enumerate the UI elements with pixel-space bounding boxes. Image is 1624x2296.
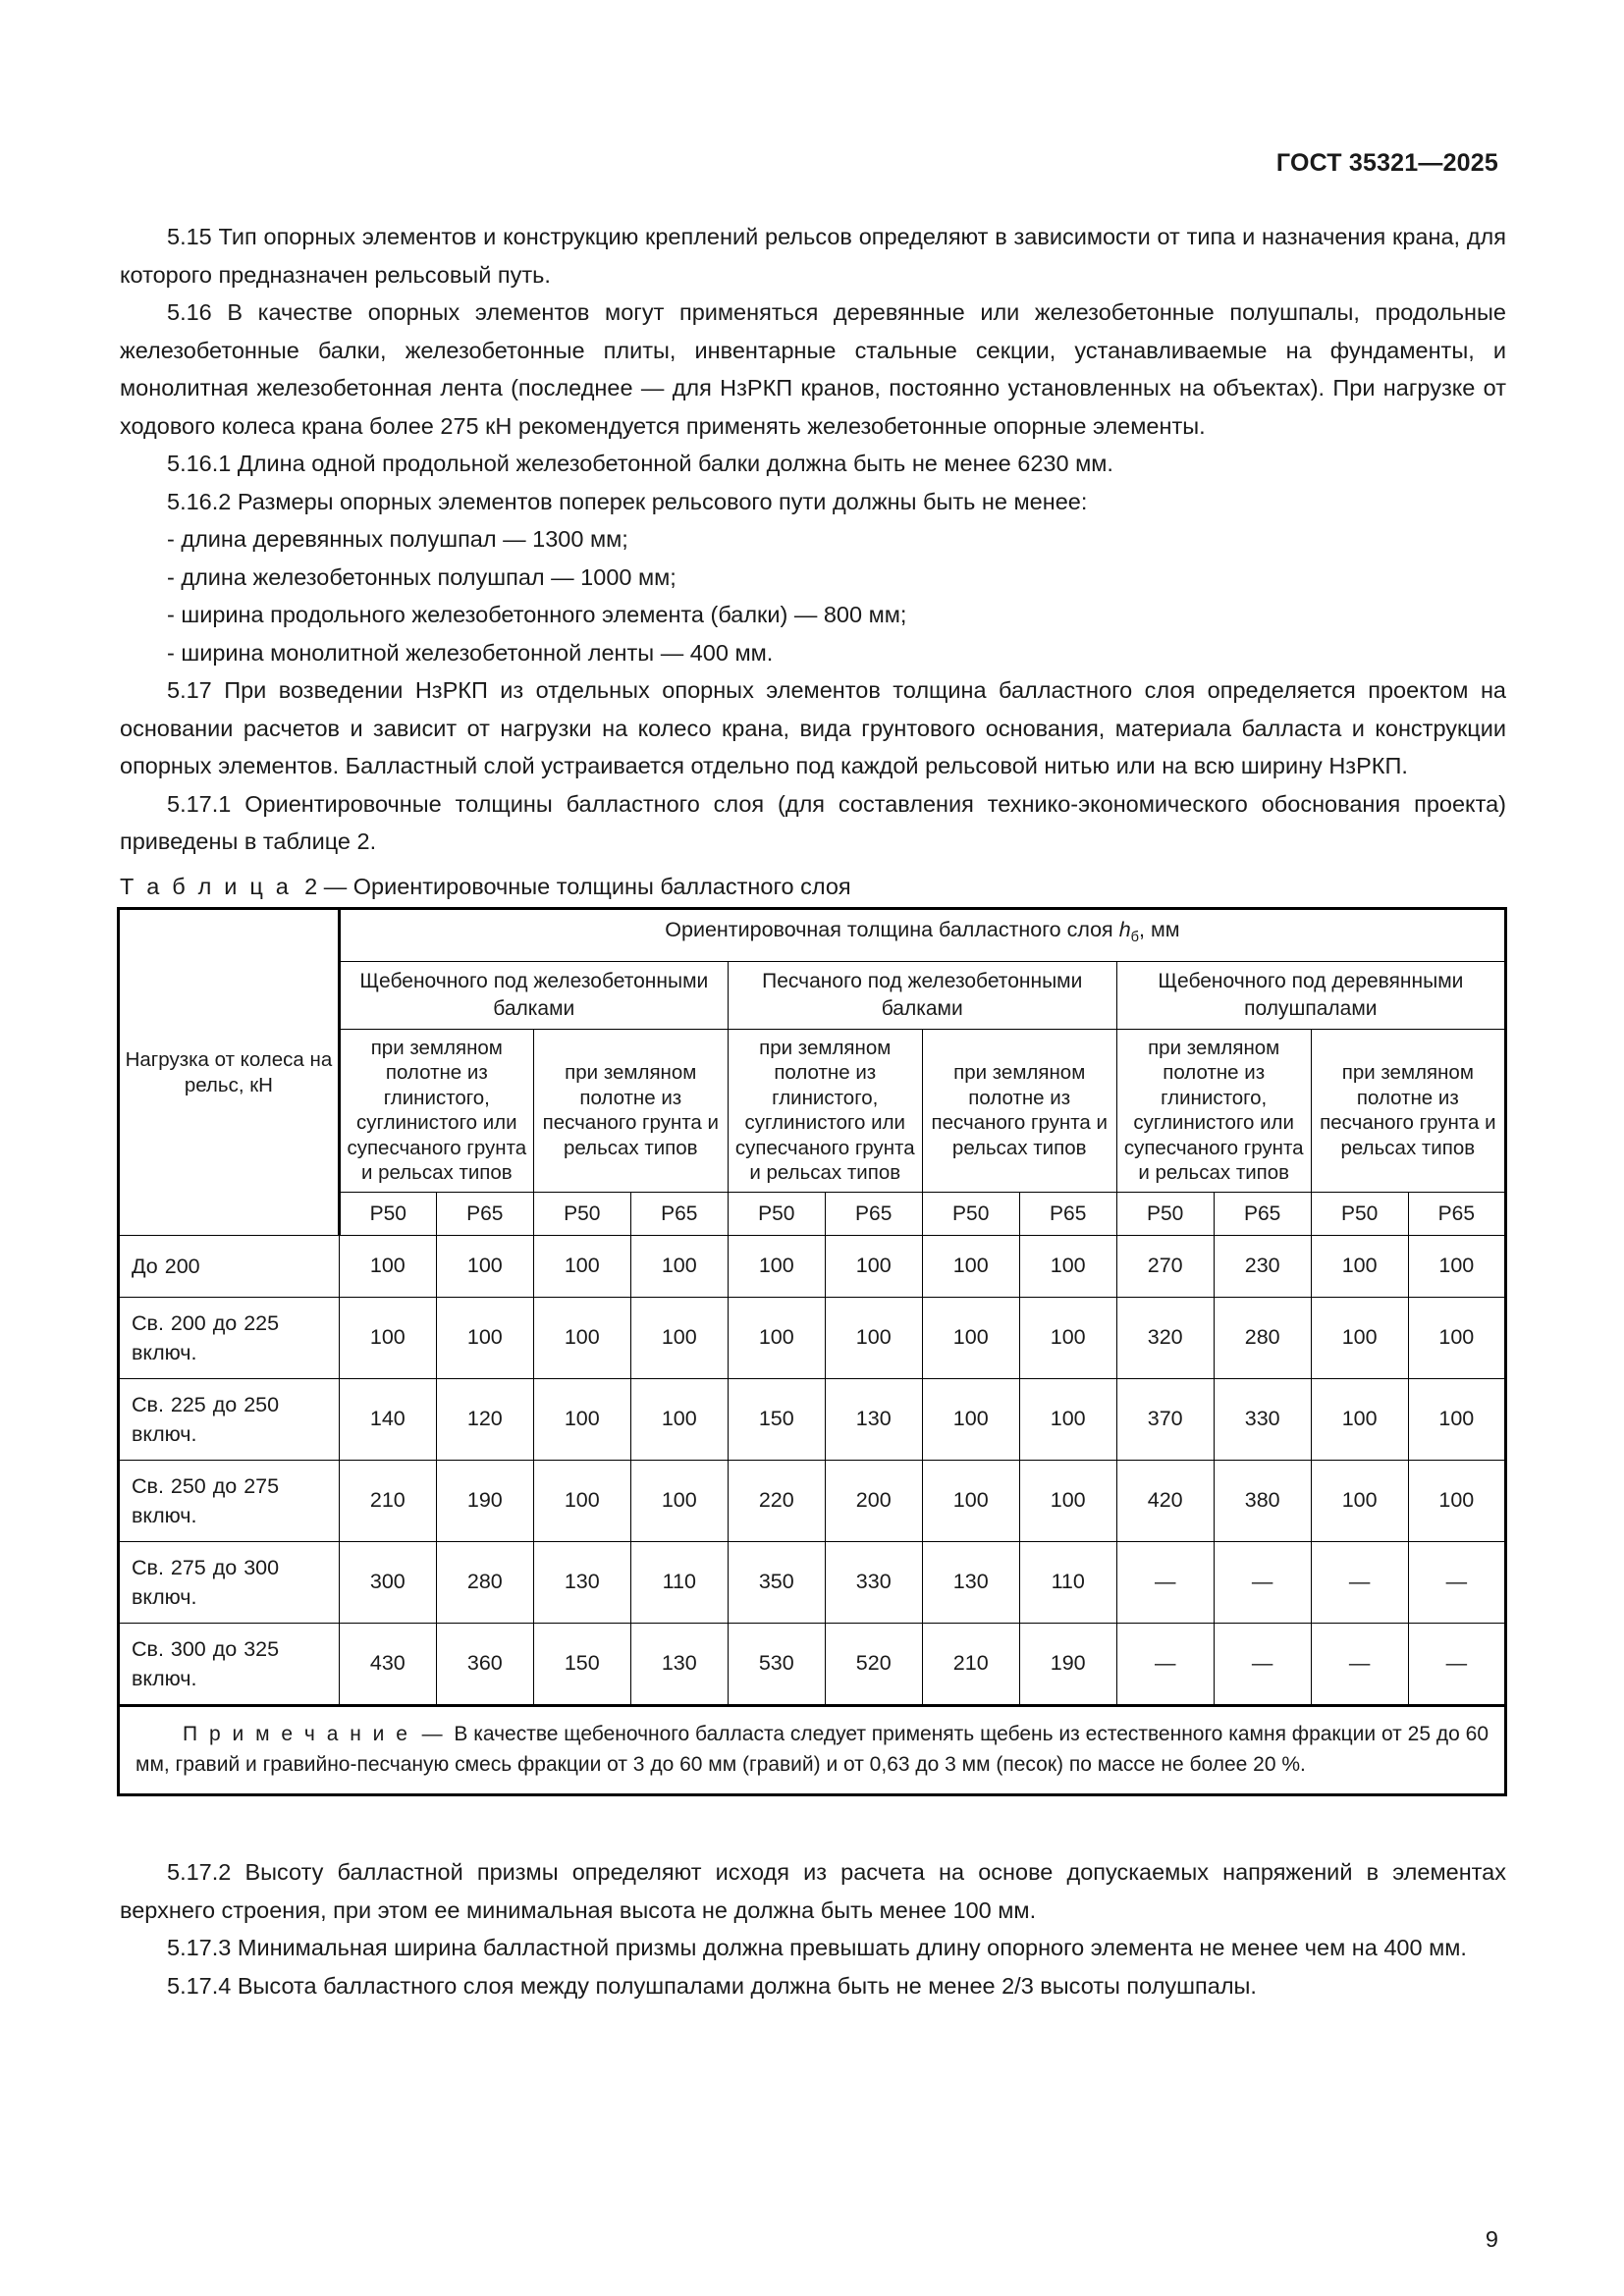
- table-cell: 360: [436, 1624, 533, 1706]
- table-note-dash: —: [421, 1723, 443, 1746]
- paragraph-5-16: 5.16 В качестве опорных элементов могут применяться деревянные или железобетонные полушпалы, продольные железобетонные балки, железобетонные плиты, инвентарные стальные секции, устанавливаемые на фундаменты, и монолитная железобетонная лента (последнее — для НзРКП кранов, постоянно установленных на объектах). При нагрузке от ходового колеса крана более 275 кН рекомендуется применять железобетонные опорные элементы.: [120, 299, 1506, 439]
- table-caption-dash: —: [323, 874, 348, 899]
- table-cell: 100: [922, 1236, 1019, 1298]
- table-cell: 270: [1116, 1236, 1214, 1298]
- table-cell: 100: [1408, 1236, 1505, 1298]
- table-cell: 100: [630, 1236, 728, 1298]
- table-cell: 110: [1019, 1542, 1116, 1624]
- table-cell: —: [1408, 1624, 1505, 1706]
- table-row: [119, 1624, 1506, 1706]
- table-cell: 300: [339, 1542, 436, 1624]
- paragraph-5-15: 5.15 Тип опорных элементов и конструкцию креплений рельсов определяют в зависимости от типа и назначения крана, для которого предназначен рельсовый путь.: [120, 224, 1506, 288]
- group-header-crushed-stone-rc-beams: Щебеночного под железобетонными балками: [339, 961, 728, 1029]
- table-row: [119, 1236, 1506, 1298]
- table-caption: [120, 870, 851, 903]
- table-cell: 320: [1116, 1298, 1214, 1379]
- rail-type-header: Р65: [630, 1192, 728, 1236]
- table-ballast-thickness: [117, 907, 1507, 1796]
- table-note-row: [119, 1706, 1506, 1795]
- group-header-crushed-stone-wooden-sleepers: Щебеночного под деревянными полушпалами: [1116, 961, 1505, 1029]
- table-cell: 100: [1408, 1461, 1505, 1542]
- table-cell: 100: [533, 1236, 630, 1298]
- table-cell: 100: [1019, 1379, 1116, 1461]
- table-cell: 100: [1311, 1298, 1408, 1379]
- table-cell: 100: [1408, 1298, 1505, 1379]
- rail-type-header: Р65: [1019, 1192, 1116, 1236]
- row-label: Св. 250 до 275 включ.: [119, 1461, 340, 1542]
- table-cell: 100: [533, 1379, 630, 1461]
- rail-type-header: Р65: [825, 1192, 922, 1236]
- group-header-sand-rc-beams: Песчаного под железобетонными балками: [728, 961, 1116, 1029]
- table-cell: 100: [339, 1236, 436, 1298]
- table-cell: 190: [1019, 1624, 1116, 1706]
- table-cell: 100: [630, 1298, 728, 1379]
- body-text-lower: [120, 1853, 1506, 2004]
- table-header-row-title: [119, 909, 1506, 962]
- table-cell: 190: [436, 1461, 533, 1542]
- table-cell: 120: [436, 1379, 533, 1461]
- table-cell: 100: [533, 1298, 630, 1379]
- table-caption-title: Ориентировочные толщины балластного слоя: [352, 874, 851, 899]
- row-label: Св. 275 до 300 включ.: [119, 1542, 340, 1624]
- table-cell: 230: [1214, 1236, 1311, 1298]
- table-cell: 520: [825, 1624, 922, 1706]
- paragraph-5-17-3: 5.17.3 Минимальная ширина балластной призмы должна превышать длину опорного элемента не менее чем на 400 мм.: [167, 1935, 1467, 1960]
- subhead-clay-loam-3: при земляном полотне из глинистого, суглинистого или супесчаного грунта и рельсах типов: [1116, 1029, 1311, 1192]
- table-cell: 350: [728, 1542, 825, 1624]
- table-cell: 100: [1408, 1379, 1505, 1461]
- table-cell: 100: [630, 1379, 728, 1461]
- row-label: Св. 200 до 225 включ.: [119, 1298, 340, 1379]
- table-note-label: П р и м е ч а н и е: [183, 1723, 410, 1746]
- table-cell: 210: [339, 1461, 436, 1542]
- row-header-column-title: [119, 909, 340, 1236]
- table-spanning-title: [339, 909, 1505, 962]
- row-label: Св. 300 до 325 включ.: [119, 1624, 340, 1706]
- table-cell: 430: [339, 1624, 436, 1706]
- list-item: - длина железобетонных полушпал — 1000 мм;: [167, 563, 677, 590]
- paragraph-5-16-1: 5.16.1 Длина одной продольной железобетонной балки должна быть не менее 6230 мм.: [167, 451, 1113, 476]
- table-2-wrapper: [117, 907, 1507, 1796]
- table-cell: 380: [1214, 1461, 1311, 1542]
- table-cell: 330: [825, 1542, 922, 1624]
- table-cell: 330: [1214, 1379, 1311, 1461]
- table-cell: 130: [825, 1379, 922, 1461]
- rail-type-header: Р50: [533, 1192, 630, 1236]
- table-cell: 100: [728, 1298, 825, 1379]
- table-cell: 100: [922, 1461, 1019, 1542]
- rail-type-header: Р50: [1311, 1192, 1408, 1236]
- table-cell: 100: [630, 1461, 728, 1542]
- table-row: [119, 1379, 1506, 1461]
- table-cell: 130: [533, 1542, 630, 1624]
- table-cell: 530: [728, 1624, 825, 1706]
- spanning-title-symbol: h: [1118, 918, 1131, 941]
- table-row: [119, 1298, 1506, 1379]
- table-cell: 280: [436, 1542, 533, 1624]
- rail-type-header: Р65: [1214, 1192, 1311, 1236]
- table-cell: 150: [533, 1624, 630, 1706]
- table-cell: 420: [1116, 1461, 1214, 1542]
- table-cell: 110: [630, 1542, 728, 1624]
- paragraph-5-17: 5.17 При возведении НзРКП из отдельных опорных элементов толщина балластного слоя определяется проектом на основании расчетов и зависит от нагрузки на колесо крана, вида грунтового основания, материала балласта и конструкции опорных элементов. Балластный слой устраивается отдельно под каждой рельсовой нитью или на всю ширину НзРКП.: [120, 677, 1506, 778]
- table-cell: —: [1408, 1542, 1505, 1624]
- table-cell: 140: [339, 1379, 436, 1461]
- list-item: - ширина продольного железобетонного элемента (балки) — 800 мм;: [167, 602, 907, 627]
- table-row: [119, 1542, 1506, 1624]
- table-cell: —: [1214, 1542, 1311, 1624]
- subhead-sand-2: при земляном полотне из песчаного грунта и рельсах типов: [922, 1029, 1116, 1192]
- table-cell: 200: [825, 1461, 922, 1542]
- body-text-upper: [120, 218, 1506, 861]
- paragraph-5-16-2: 5.16.2 Размеры опорных элементов поперек рельсового пути должны быть не менее:: [167, 488, 1088, 514]
- row-header-column-title-text: Нагрузка от колеса на рельс, кН: [125, 1048, 333, 1096]
- row-label: До 200: [119, 1236, 340, 1298]
- table-cell: —: [1214, 1624, 1311, 1706]
- row-label: Св. 225 до 250 включ.: [119, 1379, 340, 1461]
- table-cell: 100: [1311, 1379, 1408, 1461]
- table-cell: —: [1116, 1624, 1214, 1706]
- table-cell: 130: [630, 1624, 728, 1706]
- subhead-sand-1: при земляном полотне из песчаного грунта и рельсах типов: [533, 1029, 728, 1192]
- rail-type-header: Р65: [1408, 1192, 1505, 1236]
- rail-type-header: Р50: [728, 1192, 825, 1236]
- subhead-clay-loam-2: при земляном полотне из глинистого, суглинистого или супесчаного грунта и рельсах типов: [728, 1029, 922, 1192]
- paragraph-5-17-1: 5.17.1 Ориентировочные толщины балластного слоя (для составления технико-экономического обоснования проекта) приведены в таблице 2.: [120, 790, 1506, 854]
- list-item: - длина деревянных полушпал — 1300 мм;: [167, 526, 628, 552]
- table-cell: 100: [1311, 1461, 1408, 1542]
- table-cell: 150: [728, 1379, 825, 1461]
- paragraph-5-17-4: 5.17.4 Высота балластного слоя между полушпалами должна быть не менее 2/3 высоты полушпалы.: [167, 1972, 1257, 1999]
- rail-type-header: Р50: [339, 1192, 436, 1236]
- spanning-title-subscript: б: [1130, 930, 1140, 946]
- table-cell: 100: [922, 1379, 1019, 1461]
- paragraph-5-17-2: 5.17.2 Высоту балластной призмы определяют исходя из расчета на основе допускаемых напряжений в элементах верхнего строения, при этом ее минимальная высота не должна быть менее 100 мм.: [120, 1859, 1506, 1923]
- table-caption-number: 2: [304, 874, 318, 899]
- table-cell: 100: [436, 1236, 533, 1298]
- table-cell: 100: [922, 1298, 1019, 1379]
- subhead-clay-loam-1: при земляном полотне из глинистого, суглинистого или супесчаного грунта и рельсах типов: [339, 1029, 533, 1192]
- table-caption-label: Т а б л и ц а: [120, 874, 293, 899]
- table-cell: 100: [339, 1298, 436, 1379]
- table-cell: —: [1116, 1542, 1214, 1624]
- running-header-standard-id: ГОСТ 35321—2025: [1275, 149, 1498, 177]
- spanning-title-suffix: , мм: [1139, 918, 1180, 941]
- table-cell: 100: [1019, 1298, 1116, 1379]
- table-row: [119, 1461, 1506, 1542]
- rail-type-header: Р50: [922, 1192, 1019, 1236]
- table-cell: —: [1311, 1624, 1408, 1706]
- subhead-sand-3: при земляном полотне из песчаного грунта и рельсах типов: [1311, 1029, 1505, 1192]
- table-cell: 100: [728, 1236, 825, 1298]
- table-note-text: В качестве щебеночного балласта следует применять щебень из естественного камня фракции от 25 до 60 мм, гравий и гравийно-песчаную смесь фракции от 3 до 60 мм (гравий) и от 0,63 до 3 мм (песок) по массе не более 20 %.: [135, 1723, 1489, 1777]
- table-cell: 210: [922, 1624, 1019, 1706]
- list-item: - ширина монолитной железобетонной ленты — 400 мм.: [167, 639, 774, 666]
- table-cell: 370: [1116, 1379, 1214, 1461]
- table-cell: 100: [436, 1298, 533, 1379]
- spanning-title-prefix: Ориентировочная толщина балластного слоя: [665, 918, 1119, 941]
- table-cell: 100: [1019, 1461, 1116, 1542]
- table-cell: 280: [1214, 1298, 1311, 1379]
- table-cell: 130: [922, 1542, 1019, 1624]
- page-number: 9: [1485, 2226, 1498, 2252]
- table-cell: 100: [1311, 1236, 1408, 1298]
- rail-type-header: Р50: [1116, 1192, 1214, 1236]
- table-note: [119, 1706, 1506, 1795]
- table-cell: 100: [533, 1461, 630, 1542]
- rail-type-header: Р65: [436, 1192, 533, 1236]
- table-cell: —: [1311, 1542, 1408, 1624]
- table-cell: 100: [825, 1298, 922, 1379]
- table-cell: 100: [1019, 1236, 1116, 1298]
- table-cell: 100: [825, 1236, 922, 1298]
- table-cell: 220: [728, 1461, 825, 1542]
